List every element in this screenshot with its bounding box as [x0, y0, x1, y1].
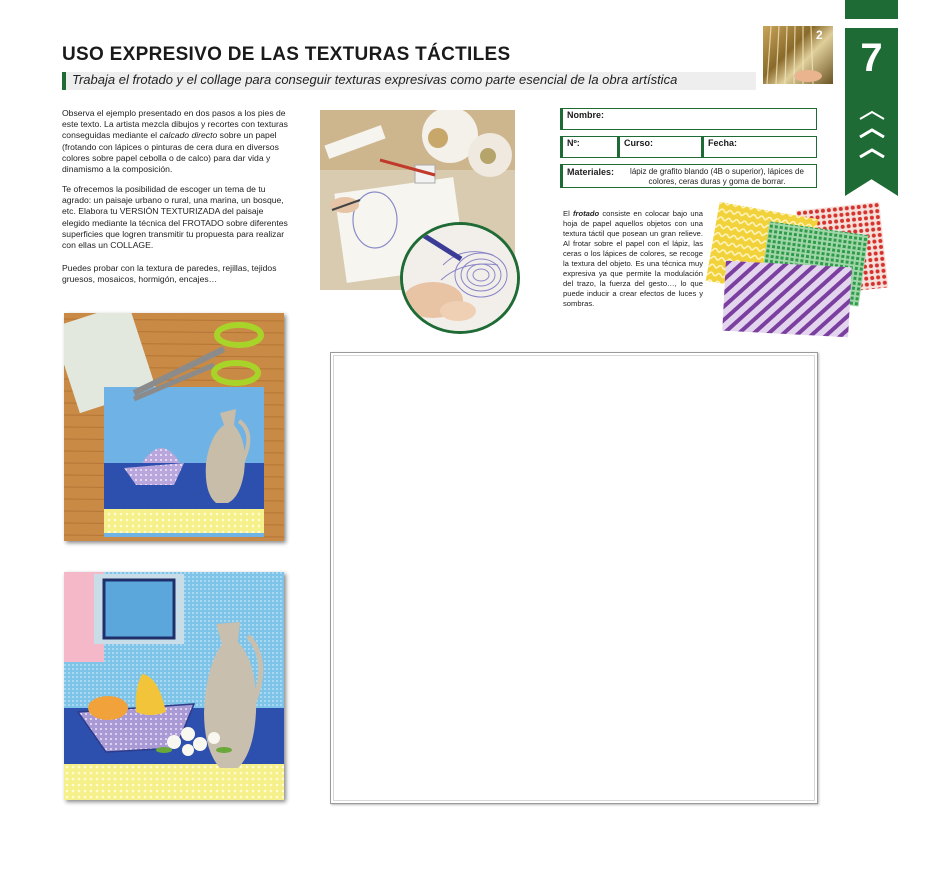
- materials-box: [560, 164, 817, 188]
- page-subtitle: Trabaja el frotado y el collage para conseguir texturas expresivas como parte esencial de la obra artística: [72, 72, 678, 87]
- collage-step-2-image: [64, 572, 284, 800]
- materials-label: Materiales:: [567, 167, 615, 177]
- name-label: Nombre:: [567, 110, 605, 120]
- photo-number: 2: [816, 28, 823, 42]
- intro-paragraph-2: Te ofrecemos la posibilidad de escoger un tema de tu agrado: un paisaje urbano o rural, una marina, un bosque, etc. Elabora tu VERSIÓN TEXTURIZADA del paisaje elegido mediante la técnica del FROTADO sobre diferentes superficies que logren transmitir tu propuesta para realizar con ellas un COLLAGE.: [62, 184, 288, 251]
- date-label: Fecha:: [708, 138, 738, 148]
- intro-paragraph-1: Observa el ejemplo presentado en dos pasos a los pies de este texto. La artista mezcla dibujos y recortes con texturas conseguidas mediante el calcado directo sobre un papel (frotando con lápices o pinturas de cera dura en diversos colores sobre papel cebolla o de calco) para dar vida y dinamismo a la composición.: [62, 108, 288, 175]
- chevron-up-icon: [858, 128, 886, 138]
- chevron-up-icon: [858, 110, 886, 120]
- frotado-closeup-inset: [400, 222, 520, 334]
- texture-swatches-image: [704, 200, 892, 340]
- chevron-up-icon: [858, 148, 886, 158]
- name-field[interactable]: [560, 108, 817, 130]
- number-label: Nº:: [567, 138, 580, 148]
- unit-number: 7: [860, 36, 883, 80]
- course-label: Curso:: [624, 138, 653, 148]
- intro-paragraph-3: Puedes probar con la textura de paredes, rejillas, tejidos gruesos, mosaicos, hormigón, encajes…: [62, 263, 277, 285]
- frotado-explanation: El frotado consiste en colocar bajo una hoja de papel aquellos objetos con una textura táctil que posean un gran relieve. Al frotar sobre el papel con el lápiz, las ceras o los lápices de colores, se recoge la textura del objeto. Es una técnica muy expresiva ya que permite la modulación del trazo, la fuerza del gesto…, lo que puede inducir a crear efectos de luces y sombras.: [563, 209, 703, 308]
- collage-step-1-image: [64, 313, 284, 541]
- course-field[interactable]: [617, 136, 702, 158]
- drawing-area-inner-frame: [333, 355, 815, 801]
- date-field[interactable]: [701, 136, 817, 158]
- materials-value: lápiz de grafito blando (4B o superior), lápices de colores, ceras duras y goma de borrar.: [630, 167, 804, 186]
- ribbon-top-band: [845, 0, 898, 19]
- number-field[interactable]: [560, 136, 618, 158]
- page-title: USO EXPRESIVO DE LAS TEXTURAS TÁCTILES: [62, 44, 511, 65]
